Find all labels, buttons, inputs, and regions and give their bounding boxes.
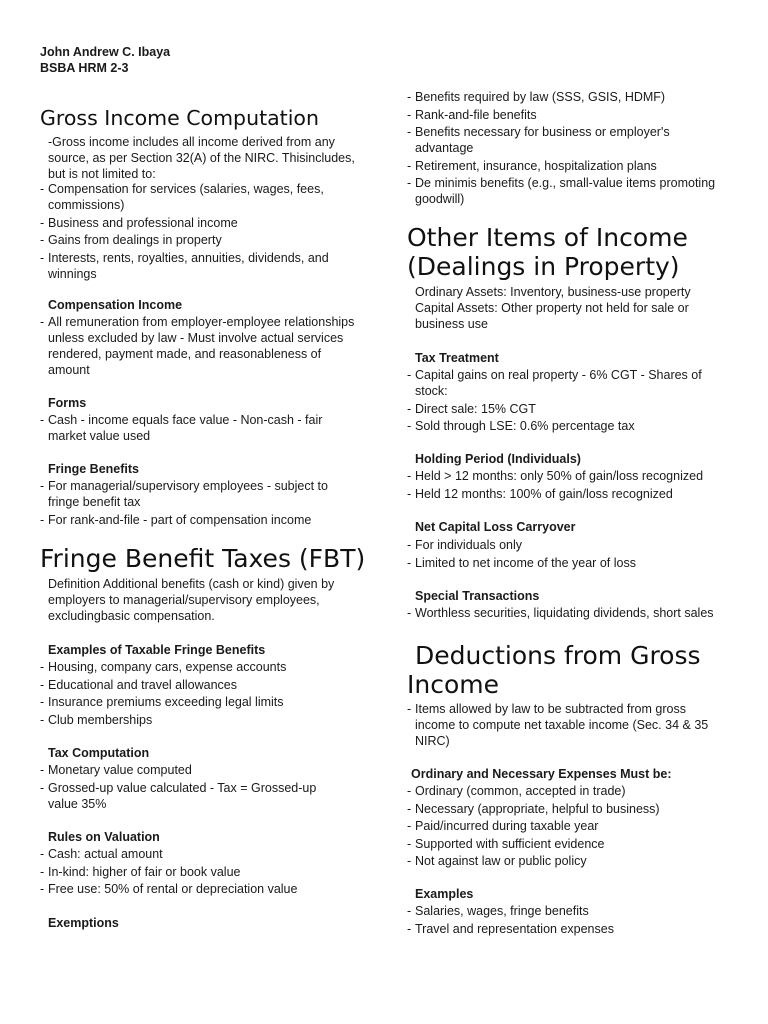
list-item: - Housing, company cars, expense accounts <box>40 659 356 675</box>
list-item: - Grossed-up value calculated - Tax = Grossed-up value 35% <box>40 780 340 812</box>
net-capital-loss-heading: Net Capital Loss Carryover <box>415 520 576 534</box>
list-item: - Cash: actual amount <box>40 846 356 862</box>
list-item: - Not against law or public policy <box>407 853 727 869</box>
list-item: - Business and professional income <box>40 215 356 231</box>
fbt-definition: Definition Additional benefits (cash or kind) given by employers to managerial/supervisory employees, excludingbasic compensation. <box>48 577 335 623</box>
tax-computation-heading: Tax Computation <box>48 746 150 760</box>
list-item: - Capital gains on real property - 6% CGT - Shares of stock: <box>407 367 723 399</box>
ordinary-assets-text: Ordinary Assets: Inventory, business-use property <box>415 285 691 299</box>
list-item: - Ordinary (common, accepted in trade) <box>407 783 727 799</box>
fringe-benefits-list <box>40 478 356 529</box>
deduction-examples-heading: Examples <box>415 887 474 901</box>
list-item: - Club memberships <box>40 712 356 728</box>
list-item: - Gains from dealings in property <box>40 232 356 248</box>
list-item: - Insurance premiums exceeding legal limits <box>40 694 356 710</box>
list-item: - De minimis benefits (e.g., small-value items promoting goodwill) <box>407 175 727 207</box>
other-items-title: Other Items of Income (Dealings in Property) <box>407 223 688 281</box>
list-item: - Held > 12 months: only 50% of gain/loss recognized <box>407 468 737 484</box>
net-capital-loss-list <box>407 537 727 572</box>
list-item: - Compensation for services (salaries, wages, fees, commissions) <box>40 181 356 213</box>
forms-list <box>40 412 350 446</box>
list-item: - Benefits necessary for business or employer's advantage <box>407 124 727 156</box>
exemptions-list <box>407 89 727 209</box>
ordinary-expenses-heading: Ordinary and Necessary Expenses Must be: <box>411 767 672 781</box>
taxable-examples-heading: Examples of Taxable Fringe Benefits <box>48 643 266 657</box>
taxable-examples-list <box>40 659 356 729</box>
list-item: - For individuals only <box>407 537 727 553</box>
fbt-title: Fringe Benefit Taxes (FBT) <box>40 544 366 573</box>
deductions-title: Deductions from Gross Income <box>407 641 701 699</box>
deductions-list <box>407 701 723 751</box>
rules-valuation-list <box>40 846 356 899</box>
holding-period-heading: Holding Period (Individuals) <box>415 452 581 466</box>
gross-income-title: Gross Income Computation <box>40 106 319 130</box>
tax-treatment-heading: Tax Treatment <box>415 351 499 365</box>
list-item: - Direct sale: 15% CGT <box>407 401 723 417</box>
list-item: - Cash - income equals face value - Non-cash - fair market value used <box>40 412 350 444</box>
capital-assets-text: Capital Assets: Other property not held for sale or business use <box>415 301 689 331</box>
fringe-benefits-heading: Fringe Benefits <box>48 462 139 476</box>
gross-income-list <box>40 181 356 283</box>
author-name: John Andrew C. Ibaya <box>40 45 171 59</box>
list-item: - Sold through LSE: 0.6% percentage tax <box>407 418 723 434</box>
compensation-income-list <box>40 314 356 380</box>
tax-treatment-list <box>407 367 723 436</box>
tax-computation-list <box>40 762 340 813</box>
course-section: BSBA HRM 2-3 <box>40 61 129 75</box>
list-item: - Salaries, wages, fringe benefits <box>407 903 727 919</box>
author-header <box>40 44 170 76</box>
exemptions-heading: Exemptions <box>48 916 119 930</box>
rules-valuation-heading: Rules on Valuation <box>48 830 160 844</box>
list-item: - Monetary value computed <box>40 762 340 778</box>
list-item: - Educational and travel allowances <box>40 677 356 693</box>
list-item: - Interests, rents, royalties, annuities, dividends, and winnings <box>40 250 356 282</box>
ordinary-expenses-list <box>407 783 727 871</box>
compensation-income-heading: Compensation Income <box>48 298 183 312</box>
deduction-examples-list <box>407 903 727 938</box>
holding-period-list <box>407 468 737 503</box>
list-item: - In-kind: higher of fair or book value <box>40 864 356 880</box>
list-item: - Supported with sufficient evidence <box>407 836 727 852</box>
list-item: - Paid/incurred during taxable year <box>407 818 727 834</box>
list-item: - Necessary (appropriate, helpful to business) <box>407 801 727 817</box>
list-item: - Benefits required by law (SSS, GSIS, HDMF) <box>407 89 727 105</box>
list-item: - Retirement, insurance, hospitalization plans <box>407 158 727 174</box>
list-item: - Items allowed by law to be subtracted from gross income to compute net taxable income (Sec. 34 & 35 NIRC) <box>407 701 723 749</box>
special-transactions-list <box>407 605 737 623</box>
list-item: - Held 12 months: 100% of gain/loss recognized <box>407 486 737 502</box>
list-item: - For rank-and-file - part of compensation income <box>40 512 356 528</box>
list-item: - Free use: 50% of rental or depreciation value <box>40 881 356 897</box>
list-item: - All remuneration from employer-employee relationships unless excluded by law - Must involve actual services rendered, payment made, and reasonableness of amount <box>40 314 356 378</box>
list-item: - For managerial/supervisory employees - subject to fringe benefit tax <box>40 478 356 510</box>
special-transactions-heading: Special Transactions <box>415 589 540 603</box>
gross-income-intro: -Gross income includes all income derived from any source, as per Section 32(A) of the NIRC. Thisincludes, but is not limited to: <box>48 135 355 181</box>
forms-heading: Forms <box>48 396 87 410</box>
list-item: - Limited to net income of the year of loss <box>407 555 727 571</box>
list-item: - Rank-and-file benefits <box>407 107 727 123</box>
list-item: - Travel and representation expenses <box>407 921 727 937</box>
list-item: - Worthless securities, liquidating dividends, short sales <box>407 605 737 621</box>
